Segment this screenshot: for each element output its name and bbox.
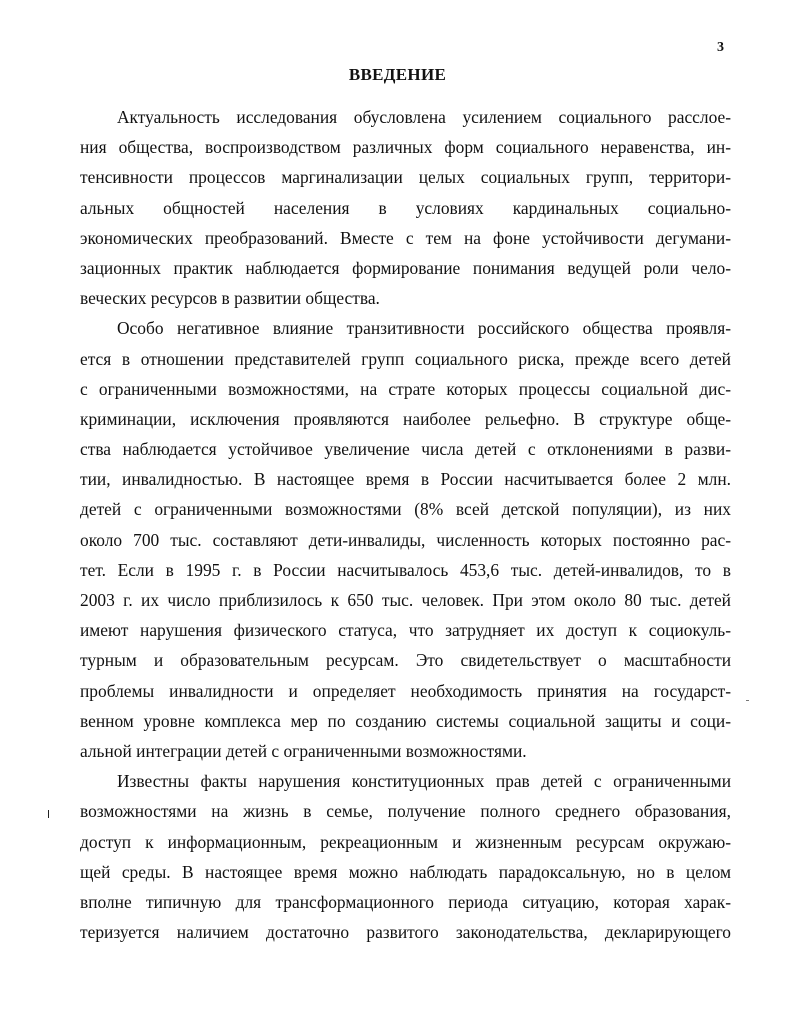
text-line: 2003 г. их число приблизилось к 650 тыс. человек. При этом около 80 тыс. детей (80, 590, 731, 610)
text-line: Актуальность исследования обусловлена усилением социального расслое- (117, 107, 731, 127)
text-line: щей среды. В настоящее время можно наблюдать парадоксальную, но в целом (80, 861, 731, 882)
text-line: вполне типичную для трансформационного периода ситуацию, которая харак- (80, 891, 731, 912)
text-line: детей с ограниченными возможностями (8% всей детской популяции), из них (80, 499, 731, 520)
text-line: около 700 тыс. составляют дети-инвалиды, численность которых постоянно рас- (80, 529, 731, 550)
text-line: альной интеграции детей с ограниченными возможностями. (80, 740, 527, 761)
text-line: теризуется наличием достаточно развитого законодательства, декларирующего (80, 922, 731, 943)
paragraph-3 (80, 766, 731, 947)
text-line: имеют нарушения физического статуса, что затрудняет их доступ к социокуль- (80, 620, 731, 641)
page-number: 3 (717, 40, 724, 55)
text-line: криминации, исключения проявляются наиболее рельефно. В структуре обще- (80, 408, 731, 429)
text-line: тии, инвалидностью. В настоящее время в России насчитывается более 2 млн. (80, 469, 731, 490)
scan-mark (48, 810, 49, 818)
text-line: тенсивности процессов маргинализации целых социальных групп, территори- (80, 167, 731, 188)
text-line: турным и образовательным ресурсам. Это свидетельствует о масштабности (80, 650, 731, 671)
text-line: ется в отношении представителей групп социального риска, прежде всего детей (80, 348, 731, 369)
text-line: возможностями на жизнь в семье, получение полного среднего образования, (80, 801, 731, 822)
scan-mark (746, 700, 749, 701)
text-line: ния общества, воспроизводством различных форм социального неравенства, ин- (80, 137, 731, 158)
text-line: Известны факты нарушения конституционных прав детей с ограниченными (117, 771, 731, 792)
section-heading: ВВЕДЕНИЕ (348, 65, 447, 84)
text-line: экономических преобразований. Вместе с тем на фоне устойчивости дегумани- (80, 227, 731, 248)
paragraph-2 (80, 313, 731, 766)
body-text (80, 102, 731, 947)
text-line: с ограниченными возможностями, на страте которых процессы социальной дис- (80, 378, 731, 399)
text-line: проблемы инвалидности и определяет необходимость принятия на государст- (80, 680, 731, 701)
text-line: веческих ресурсов в развитии общества. (80, 288, 380, 309)
text-line: альных общностей населения в условиях кардинальных социально- (80, 197, 731, 218)
text-line: доступ к информационным, рекреационным и жизненным ресурсам окружаю- (80, 831, 731, 852)
text-line: венном уровне комплекса мер по созданию системы социальной защиты и соци- (80, 710, 731, 731)
paragraph-1 (80, 102, 731, 313)
text-line: тет. Если в 1995 г. в России насчитывалось 453,6 тыс. детей-инвалидов, то в (80, 559, 731, 580)
text-line: зационных практик наблюдается формирование понимания ведущей роли чело- (80, 257, 731, 278)
text-line: Особо негативное влияние транзитивности российского общества проявля- (117, 318, 731, 339)
text-line: ства наблюдается устойчивое увеличение числа детей с отклонениями в разви- (80, 439, 731, 460)
